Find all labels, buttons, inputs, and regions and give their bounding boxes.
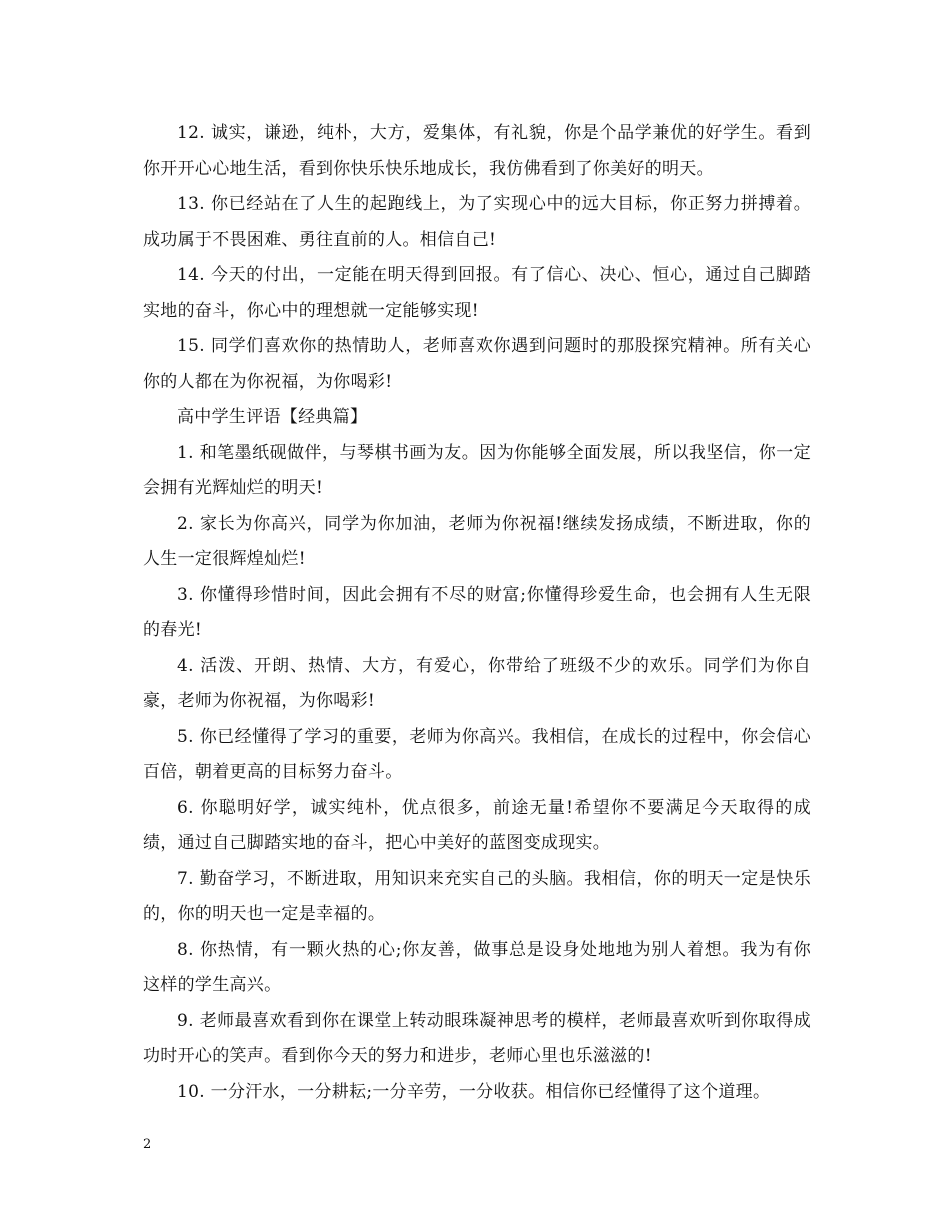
comment-paragraph-8: 8. 你热情，有一颗火热的心;你友善，做事总是设身处地地为别人着想。我为有你这样的学生高兴。	[143, 939, 811, 995]
comment-paragraph-10: 10. 一分汗水，一分耕耘;一分辛劳，一分收获。相信你已经懂得了这个道理。	[177, 1081, 771, 1102]
comment-paragraph-3: 3. 你懂得珍惜时间，因此会拥有不尽的财富;你懂得珍爱生命，也会拥有人生无限的春光!	[143, 584, 811, 640]
document-body	[143, 116, 811, 1110]
comment-paragraph-5: 5. 你已经懂得了学习的重要，老师为你高兴。我相信，在成长的过程中，你会信心百倍，朝着更高的目标努力奋斗。	[143, 726, 811, 782]
comment-paragraph-4: 4. 活泼、开朗、热情、大方，有爱心，你带给了班级不少的欢乐。同学们为你自豪，老师为你祝福，为你喝彩!	[143, 655, 811, 711]
comment-paragraph-13: 13. 你已经站在了人生的起跑线上，为了实现心中的远大目标，你正努力拼搏着。成功属于不畏困难、勇往直前的人。相信自己!	[143, 194, 811, 250]
comment-paragraph-7: 7. 勤奋学习，不断进取，用知识来充实自己的头脑。我相信，你的明天一定是快乐的，你的明天也一定是幸福的。	[143, 868, 811, 924]
page-number: 2	[143, 1137, 152, 1152]
comment-paragraph-14: 14. 今天的付出，一定能在明天得到回报。有了信心、决心、恒心，通过自己脚踏实地的奋斗，你心中的理想就一定能够实现!	[143, 265, 811, 321]
comment-paragraph-1: 1. 和笔墨纸砚做伴，与琴棋书画为友。因为你能够全面发展，所以我坚信，你一定会拥有光辉灿烂的明天!	[143, 442, 811, 498]
section-heading: 高中学生评语【经典篇】	[177, 407, 368, 427]
comment-paragraph-12: 12. 诚实，谦逊，纯朴，大方，爱集体，有礼貌，你是个品学兼优的好学生。看到你开开心心地生活，看到你快乐快乐地成长，我仿佛看到了你美好的明天。	[143, 123, 811, 179]
comment-paragraph-2: 2. 家长为你高兴，同学为你加油，老师为你祝福!继续发扬成绩，不断进取，你的人生一定很辉煌灿烂!	[143, 513, 811, 569]
comment-paragraph-15: 15. 同学们喜欢你的热情助人，老师喜欢你遇到问题时的那股探究精神。所有关心你的人都在为你祝福，为你喝彩!	[143, 336, 811, 392]
comment-paragraph-6: 6. 你聪明好学，诚实纯朴，优点很多，前途无量!希望你不要满足今天取得的成绩，通过自己脚踏实地的奋斗，把心中美好的蓝图变成现实。	[143, 797, 811, 853]
comment-paragraph-9: 9. 老师最喜欢看到你在课堂上转动眼珠凝神思考的模样，老师最喜欢听到你取得成功时开心的笑声。看到你今天的努力和进步，老师心里也乐滋滋的!	[143, 1010, 811, 1066]
